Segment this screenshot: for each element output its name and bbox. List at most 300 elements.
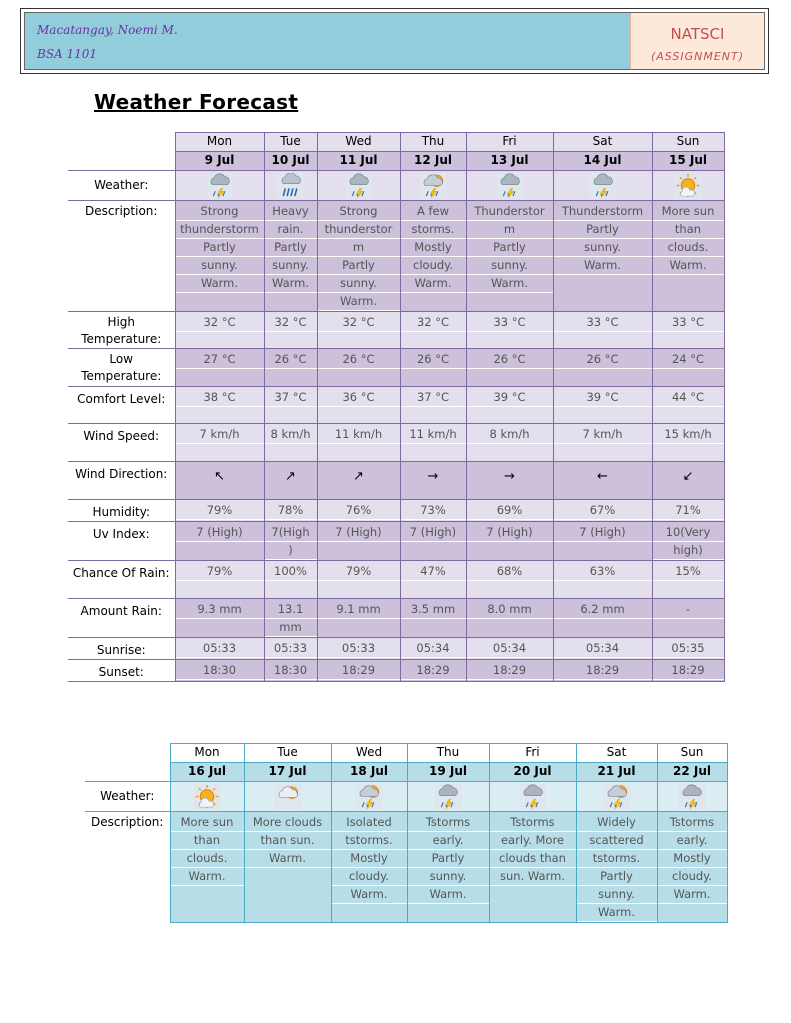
wind-speed-cell-value: 11 km/h bbox=[401, 426, 466, 444]
description-line: Strong bbox=[176, 203, 264, 221]
comfort-cell bbox=[317, 387, 400, 424]
weather-cell bbox=[400, 171, 466, 201]
wind-arrow-icon: ← bbox=[597, 469, 608, 484]
blank-cell bbox=[68, 133, 175, 152]
wind-speed-cell-value: 7 km/h bbox=[176, 426, 264, 444]
page-title: Weather Forecast bbox=[94, 90, 299, 114]
chance-rain-cell-value: 100% bbox=[265, 563, 317, 581]
description-line: Warm. bbox=[245, 850, 331, 868]
day-date: 20 Jul bbox=[513, 764, 552, 778]
humidity-cell bbox=[317, 500, 400, 522]
wind-speed-cell bbox=[400, 424, 466, 462]
description-line: Partly bbox=[176, 239, 264, 257]
sunrise-cell-value: 05:33 bbox=[318, 640, 400, 658]
uv-cell-line: 7 (High) bbox=[176, 524, 264, 542]
description-line: Warm. bbox=[653, 257, 724, 275]
day-name: Fri bbox=[502, 134, 517, 148]
high-temp-cell bbox=[652, 312, 724, 349]
comfort-cell bbox=[400, 387, 466, 424]
day-header bbox=[317, 133, 400, 152]
day-header bbox=[553, 133, 652, 152]
day-date: 15 Jul bbox=[669, 153, 707, 167]
uv-cell bbox=[175, 522, 264, 561]
weather-cell bbox=[652, 171, 724, 201]
table-row bbox=[68, 424, 724, 462]
table-row bbox=[68, 638, 724, 660]
date-header bbox=[244, 763, 331, 782]
humidity-cell bbox=[553, 500, 652, 522]
description-line: A few bbox=[401, 203, 466, 221]
uv-cell-line: 7 (High) bbox=[554, 524, 652, 542]
row-label-weather bbox=[68, 171, 175, 201]
wind-direction-cell bbox=[317, 462, 400, 500]
description-line: scattered bbox=[577, 832, 657, 850]
high-temp-cell-value: 32 °C bbox=[401, 314, 466, 332]
high-temp-cell bbox=[466, 312, 553, 349]
date-header bbox=[317, 152, 400, 171]
uv-cell bbox=[553, 522, 652, 561]
label-text: Temperature: bbox=[81, 332, 162, 346]
day-date: 10 Jul bbox=[271, 153, 310, 167]
description-line: cloudy. bbox=[658, 868, 727, 886]
row-label-weather bbox=[85, 782, 170, 812]
sunrise-cell-value: 05:34 bbox=[401, 640, 466, 658]
description-line: sunny. bbox=[408, 868, 489, 886]
humidity-cell-value: 71% bbox=[653, 502, 724, 520]
day-date: 17 Jul bbox=[268, 764, 307, 778]
wind-arrow-icon: ↖ bbox=[214, 469, 225, 484]
table-row bbox=[68, 312, 724, 349]
date-header bbox=[407, 763, 489, 782]
amount-rain-cell-line: 6.2 mm bbox=[554, 601, 652, 619]
date-header bbox=[170, 763, 244, 782]
sun-cloud-icon bbox=[193, 789, 221, 803]
description-line: clouds. bbox=[171, 850, 244, 868]
day-date: 18 Jul bbox=[350, 764, 388, 778]
amount-rain-cell-line: 3.5 mm bbox=[401, 601, 466, 619]
description-line: Warm. bbox=[401, 275, 466, 293]
wind-speed-cell bbox=[175, 424, 264, 462]
wind-speed-cell bbox=[652, 424, 724, 462]
high-temp-cell-value: 33 °C bbox=[653, 314, 724, 332]
day-header bbox=[466, 133, 553, 152]
wind-speed-cell bbox=[466, 424, 553, 462]
uv-cell-line: 7 (High) bbox=[467, 524, 553, 542]
humidity-cell bbox=[466, 500, 553, 522]
sunrise-cell bbox=[264, 638, 317, 660]
wind-speed-cell-value: 11 km/h bbox=[318, 426, 400, 444]
wind-direction-cell bbox=[466, 462, 553, 500]
description-line: Isolated bbox=[332, 814, 407, 832]
row-label-low bbox=[68, 349, 175, 387]
day-header bbox=[576, 744, 657, 763]
sun-storm-icon bbox=[355, 789, 383, 803]
weather-cell bbox=[331, 782, 407, 812]
description-line: tstorms. bbox=[577, 850, 657, 868]
wind-speed-cell-value: 8 km/h bbox=[467, 426, 553, 444]
cloud-sun-icon bbox=[274, 789, 302, 803]
table-row bbox=[68, 171, 724, 201]
weather-cell bbox=[576, 782, 657, 812]
thunderstorm-icon bbox=[678, 789, 706, 803]
subject-title: NATSCI bbox=[670, 25, 725, 43]
low-temp-cell-value: 24 °C bbox=[653, 351, 724, 369]
description-line: thunderstorm bbox=[176, 221, 264, 239]
weather-cell bbox=[264, 171, 317, 201]
description-line: Warm. bbox=[554, 257, 652, 275]
low-temp-cell bbox=[553, 349, 652, 387]
day-date: 16 Jul bbox=[188, 764, 226, 778]
sun-storm-icon bbox=[419, 178, 447, 192]
row-label-chance-rain bbox=[68, 561, 175, 599]
description-line: Warm. bbox=[467, 275, 553, 293]
description-line: early. bbox=[658, 832, 727, 850]
forecast-table-week1 bbox=[68, 132, 725, 682]
weather-cell bbox=[317, 171, 400, 201]
subject-subtitle: (ASSIGNMENT) bbox=[650, 50, 745, 63]
thunderstorm-icon bbox=[434, 789, 462, 803]
comfort-cell bbox=[264, 387, 317, 424]
sunset-cell-value: 18:30 bbox=[265, 662, 317, 680]
wind-speed-cell-value: 15 km/h bbox=[653, 426, 724, 444]
wind-arrow-icon: ↗ bbox=[353, 469, 364, 484]
description-line: storms. bbox=[401, 221, 466, 239]
day-name: Mon bbox=[194, 745, 220, 759]
description-cell bbox=[657, 812, 727, 923]
sunset-cell bbox=[175, 660, 264, 682]
table-row bbox=[68, 152, 724, 171]
amount-rain-cell-line: mm bbox=[265, 619, 317, 637]
student-name: Macatangay, Noemi M. bbox=[37, 23, 178, 37]
description-cell bbox=[175, 201, 264, 312]
description-cell bbox=[652, 201, 724, 312]
humidity-cell-value: 79% bbox=[176, 502, 264, 520]
description-line: Warm. bbox=[332, 886, 407, 904]
description-line: Mostly bbox=[401, 239, 466, 257]
description-line: sunny. bbox=[265, 257, 317, 275]
humidity-cell-value: 67% bbox=[554, 502, 652, 520]
sunset-cell bbox=[466, 660, 553, 682]
description-line: Partly bbox=[265, 239, 317, 257]
high-temp-cell-value: 32 °C bbox=[265, 314, 317, 332]
sunset-cell bbox=[652, 660, 724, 682]
high-temp-cell bbox=[553, 312, 652, 349]
description-cell bbox=[576, 812, 657, 923]
chance-rain-cell-value: 68% bbox=[467, 563, 553, 581]
thunderstorm-icon bbox=[345, 178, 373, 192]
date-header bbox=[466, 152, 553, 171]
day-header bbox=[170, 744, 244, 763]
sunrise-cell-value: 05:33 bbox=[176, 640, 264, 658]
description-line: sunny. bbox=[467, 257, 553, 275]
amount-rain-cell-line: 8.0 mm bbox=[467, 601, 553, 619]
amount-rain-cell bbox=[175, 599, 264, 638]
uv-cell bbox=[652, 522, 724, 561]
row-label-wind-speed bbox=[68, 424, 175, 462]
weather-cell bbox=[489, 782, 576, 812]
chance-rain-cell bbox=[175, 561, 264, 599]
amount-rain-cell bbox=[553, 599, 652, 638]
description-line: sunny. bbox=[554, 239, 652, 257]
row-label-description bbox=[68, 201, 175, 312]
label-text: Low bbox=[109, 352, 134, 366]
description-line: sunny. bbox=[176, 257, 264, 275]
date-header bbox=[264, 152, 317, 171]
low-temp-cell-value: 26 °C bbox=[318, 351, 400, 369]
label-text: Sunset: bbox=[98, 665, 144, 679]
high-temp-cell bbox=[317, 312, 400, 349]
wind-speed-cell bbox=[317, 424, 400, 462]
day-name: Sun bbox=[680, 745, 704, 759]
day-date: 14 Jul bbox=[583, 153, 622, 167]
day-name: Sat bbox=[606, 745, 627, 759]
uv-cell bbox=[400, 522, 466, 561]
day-date: 22 Jul bbox=[673, 764, 711, 778]
amount-rain-cell bbox=[400, 599, 466, 638]
description-cell bbox=[407, 812, 489, 923]
description-line: early. More bbox=[490, 832, 576, 850]
sunrise-cell bbox=[317, 638, 400, 660]
day-header bbox=[331, 744, 407, 763]
high-temp-cell-value: 32 °C bbox=[318, 314, 400, 332]
description-cell bbox=[170, 812, 244, 923]
description-line: sun. Warm. bbox=[490, 868, 576, 886]
wind-speed-cell-value: 8 km/h bbox=[265, 426, 317, 444]
description-line: than bbox=[171, 832, 244, 850]
description-line: Warm. bbox=[176, 275, 264, 293]
description-line: Mostly bbox=[658, 850, 727, 868]
description-line: Heavy bbox=[265, 203, 317, 221]
sunrise-cell-value: 05:35 bbox=[653, 640, 724, 658]
low-temp-cell-value: 26 °C bbox=[265, 351, 317, 369]
sunrise-cell-value: 05:34 bbox=[554, 640, 652, 658]
wind-speed-cell bbox=[553, 424, 652, 462]
amount-rain-cell bbox=[264, 599, 317, 638]
comfort-cell-value: 37 °C bbox=[401, 389, 466, 407]
label-text: Description: bbox=[91, 815, 164, 829]
label-text: Weather: bbox=[94, 178, 149, 192]
sunset-cell bbox=[553, 660, 652, 682]
day-name: Tue bbox=[277, 745, 298, 759]
uv-cell-line: 7 (High) bbox=[318, 524, 400, 542]
amount-rain-cell bbox=[652, 599, 724, 638]
description-line: Widely bbox=[577, 814, 657, 832]
table-row bbox=[68, 349, 724, 387]
row-label-uv bbox=[68, 522, 175, 561]
table-row bbox=[85, 812, 727, 923]
table-row bbox=[68, 201, 724, 312]
low-temp-cell-value: 27 °C bbox=[176, 351, 264, 369]
humidity-cell bbox=[652, 500, 724, 522]
day-name: Fri bbox=[525, 745, 540, 759]
thunderstorm-icon bbox=[206, 178, 234, 192]
uv-cell bbox=[264, 522, 317, 561]
uv-cell-line: high) bbox=[653, 542, 724, 560]
chance-rain-cell-value: 79% bbox=[318, 563, 400, 581]
row-label-wind-direction bbox=[68, 462, 175, 500]
description-line: More clouds bbox=[245, 814, 331, 832]
chance-rain-cell bbox=[553, 561, 652, 599]
description-cell bbox=[331, 812, 407, 923]
sunset-cell-value: 18:29 bbox=[467, 662, 553, 680]
label-text: Amount Rain: bbox=[80, 604, 162, 618]
description-line: Warm. bbox=[265, 275, 317, 293]
humidity-cell-value: 76% bbox=[318, 502, 400, 520]
description-line: clouds. bbox=[653, 239, 724, 257]
wind-arrow-icon: ↙ bbox=[682, 469, 694, 484]
description-line: sunny. bbox=[318, 275, 400, 293]
description-cell bbox=[466, 201, 553, 312]
chance-rain-cell bbox=[317, 561, 400, 599]
table-row bbox=[85, 744, 727, 763]
row-label-sunrise bbox=[68, 638, 175, 660]
sunrise-cell bbox=[466, 638, 553, 660]
chance-rain-cell-value: 63% bbox=[554, 563, 652, 581]
date-header bbox=[400, 152, 466, 171]
subject-info bbox=[630, 13, 764, 69]
sunrise-cell-value: 05:33 bbox=[265, 640, 317, 658]
weather-cell bbox=[244, 782, 331, 812]
label-text: Humidity: bbox=[92, 505, 151, 519]
description-cell bbox=[244, 812, 331, 923]
blank-cell bbox=[85, 744, 170, 763]
day-name: Tue bbox=[280, 134, 301, 148]
description-line: Strong bbox=[318, 203, 400, 221]
humidity-cell-value: 73% bbox=[401, 502, 466, 520]
wind-direction-cell bbox=[400, 462, 466, 500]
low-temp-cell bbox=[400, 349, 466, 387]
high-temp-cell bbox=[264, 312, 317, 349]
day-header bbox=[244, 744, 331, 763]
date-header bbox=[175, 152, 264, 171]
day-name: Mon bbox=[206, 134, 233, 148]
uv-cell bbox=[466, 522, 553, 561]
comfort-cell bbox=[652, 387, 724, 424]
wind-arrow-icon: → bbox=[504, 469, 515, 484]
row-label-description bbox=[85, 812, 170, 923]
day-header bbox=[652, 133, 724, 152]
sunset-cell bbox=[400, 660, 466, 682]
low-temp-cell bbox=[652, 349, 724, 387]
thunderstorm-icon bbox=[519, 789, 547, 803]
description-line: than bbox=[653, 221, 724, 239]
sunrise-cell bbox=[175, 638, 264, 660]
sunset-cell bbox=[317, 660, 400, 682]
chance-rain-cell bbox=[264, 561, 317, 599]
day-header bbox=[400, 133, 466, 152]
weather-cell bbox=[170, 782, 244, 812]
wind-arrow-icon: → bbox=[427, 469, 439, 484]
description-line: Warm. bbox=[318, 293, 400, 311]
amount-rain-cell-line: 13.1 bbox=[265, 601, 317, 619]
day-date: 21 Jul bbox=[597, 764, 636, 778]
chance-rain-cell bbox=[466, 561, 553, 599]
wind-direction-cell bbox=[652, 462, 724, 500]
sunset-cell-value: 18:29 bbox=[318, 662, 400, 680]
row-label-sunset bbox=[68, 660, 175, 682]
comfort-cell-value: 39 °C bbox=[467, 389, 553, 407]
sunset-cell-value: 18:29 bbox=[554, 662, 652, 680]
description-cell bbox=[553, 201, 652, 312]
label-text: Wind Direction: bbox=[75, 467, 168, 481]
day-date: 13 Jul bbox=[490, 153, 529, 167]
humidity-cell-value: 69% bbox=[467, 502, 553, 520]
day-header bbox=[407, 744, 489, 763]
description-line: More sun bbox=[653, 203, 724, 221]
comfort-cell-value: 44 °C bbox=[653, 389, 724, 407]
day-date: 9 Jul bbox=[204, 153, 235, 167]
comfort-cell-value: 36 °C bbox=[318, 389, 400, 407]
description-line: Mostly bbox=[332, 850, 407, 868]
day-name: Sat bbox=[592, 134, 613, 148]
description-line: rain. bbox=[265, 221, 317, 239]
heavy-rain-icon bbox=[277, 178, 305, 192]
header-inner bbox=[24, 12, 765, 70]
date-header bbox=[576, 763, 657, 782]
humidity-cell bbox=[400, 500, 466, 522]
day-header bbox=[175, 133, 264, 152]
sunrise-cell bbox=[400, 638, 466, 660]
description-line: Thunderstorm bbox=[554, 203, 652, 221]
comfort-cell-value: 38 °C bbox=[176, 389, 264, 407]
comfort-cell-value: 39 °C bbox=[554, 389, 652, 407]
high-temp-cell bbox=[175, 312, 264, 349]
day-date: 12 Jul bbox=[414, 153, 452, 167]
high-temp-cell-value: 33 °C bbox=[467, 314, 553, 332]
sun-cloud-icon bbox=[674, 178, 702, 192]
description-line: Partly bbox=[554, 221, 652, 239]
row-label-amount-rain bbox=[68, 599, 175, 638]
description-line: tstorms. bbox=[332, 832, 407, 850]
uv-cell-line: ) bbox=[265, 542, 317, 560]
description-line: thunderstor bbox=[318, 221, 400, 239]
label-text: Uv Index: bbox=[92, 527, 150, 541]
chance-rain-cell-value: 15% bbox=[653, 563, 724, 581]
day-name: Thu bbox=[421, 134, 445, 148]
label-text: Comfort Level: bbox=[77, 392, 166, 406]
description-line: cloudy. bbox=[332, 868, 407, 886]
wind-speed-cell-value: 7 km/h bbox=[554, 426, 652, 444]
label-text: Weather: bbox=[100, 789, 155, 803]
table-row bbox=[85, 763, 727, 782]
table-row bbox=[68, 522, 724, 561]
table-row bbox=[68, 387, 724, 424]
wind-arrow-icon: ↗ bbox=[285, 469, 296, 484]
table-row bbox=[68, 500, 724, 522]
table-row bbox=[68, 660, 724, 682]
label-text: Sunrise: bbox=[96, 643, 146, 657]
uv-cell-line: 7 (High) bbox=[401, 524, 466, 542]
day-header bbox=[489, 744, 576, 763]
description-cell bbox=[317, 201, 400, 312]
label-text: Wind Speed: bbox=[83, 429, 160, 443]
blank-cell bbox=[85, 763, 170, 782]
humidity-cell bbox=[175, 500, 264, 522]
description-line: Partly bbox=[467, 239, 553, 257]
table-row bbox=[85, 782, 727, 812]
table-row bbox=[68, 462, 724, 500]
comfort-cell bbox=[466, 387, 553, 424]
date-header bbox=[489, 763, 576, 782]
sun-storm-icon bbox=[603, 789, 631, 803]
comfort-cell-value: 37 °C bbox=[265, 389, 317, 407]
student-info bbox=[25, 13, 630, 69]
day-name: Thu bbox=[436, 745, 460, 759]
wind-speed-cell bbox=[264, 424, 317, 462]
description-line: Tstorms bbox=[658, 814, 727, 832]
row-label-high bbox=[68, 312, 175, 349]
weather-cell bbox=[407, 782, 489, 812]
